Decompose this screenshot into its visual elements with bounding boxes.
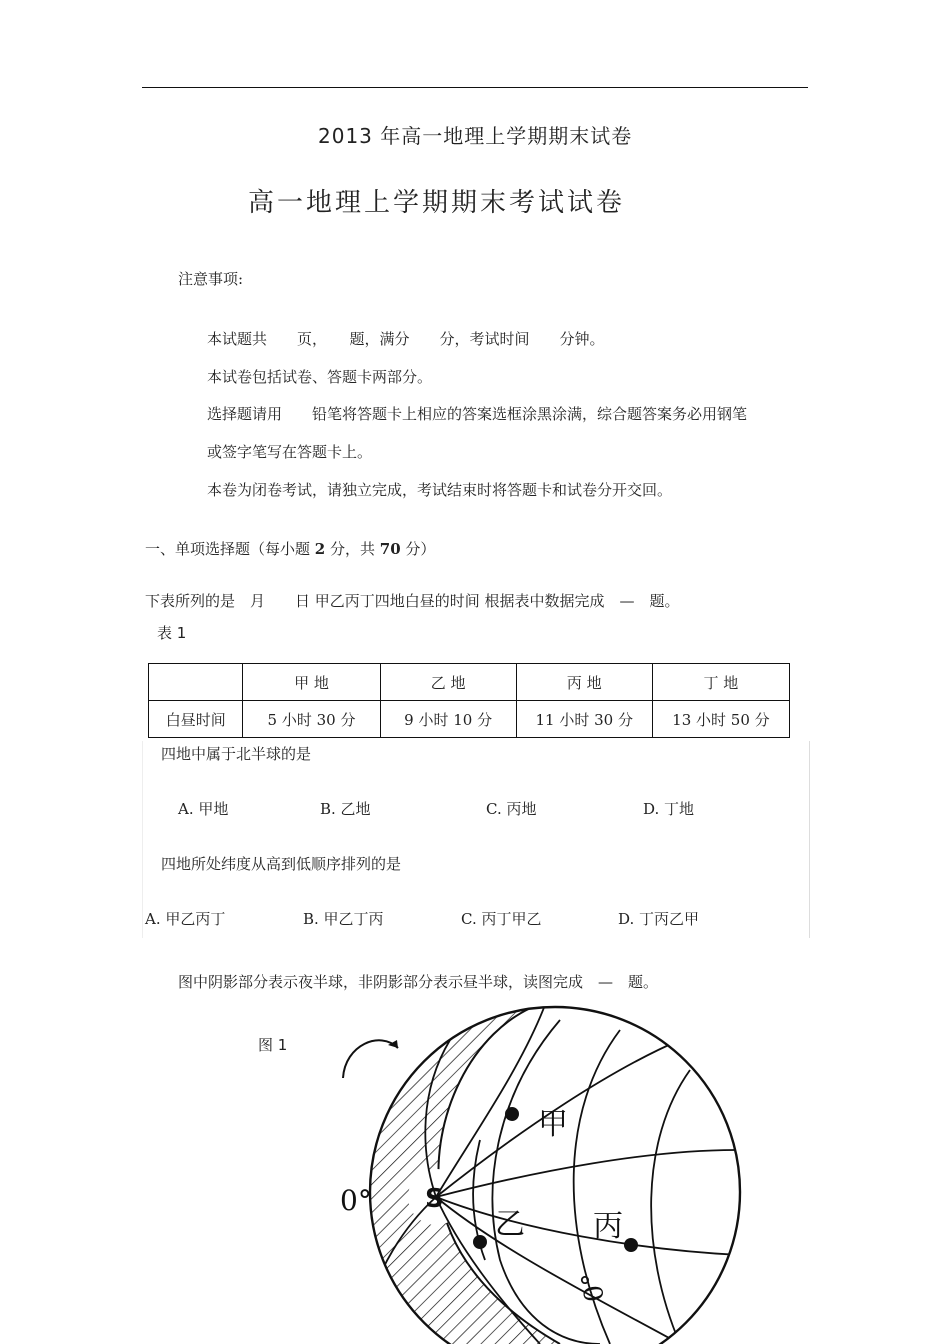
table-cell: 白昼时间 (149, 701, 243, 738)
figure-intro: 图中阴影部分表示夜半球，非阴影部分表示昼半球，读图完成 — 题。 (178, 973, 659, 991)
exam-title: 高一地理上学期期末考试试卷 (248, 188, 626, 218)
table-cell: 5 小时 30 分 (243, 701, 380, 738)
notice-item-2: 本试卷包括试卷、答题卡两部分。 (207, 368, 433, 386)
table-label: 表 1 (157, 624, 187, 642)
q1-option-a: A. 甲地 (178, 800, 229, 818)
q2-option-b: B. 甲乙丁丙 (303, 910, 384, 928)
notice-title: 注意事项: (178, 270, 244, 288)
q1-stem: 四地中属于北半球的是 (161, 745, 312, 763)
table-header-cell: 乙 地 (380, 664, 516, 701)
point-yi-marker (473, 1235, 487, 1249)
figure-label: 图 1 (258, 1036, 288, 1054)
notice-item-3: 选择题请用 铅笔将答题卡上相应的答案选框涂黑涂满，综合题答案务必用钢笔 (207, 405, 748, 423)
q1-option-d: D. 丁地 (643, 800, 695, 818)
point-bing-marker (624, 1238, 638, 1252)
table-cell: 9 小时 10 分 (380, 701, 516, 738)
pole-label: S (425, 1184, 444, 1214)
left-meridian-label: 0° (340, 1184, 372, 1217)
section-title-mid: 分，共 (325, 540, 380, 558)
table-header-cell: 丙 地 (516, 664, 652, 701)
point-yi-label: 乙 (495, 1207, 525, 1242)
point-bing-label: 丙 (593, 1209, 623, 1244)
table-cell: 13 小时 50 分 (652, 701, 789, 738)
bottom-meridian-label: 0° (576, 1269, 611, 1304)
exam-header: 2013 年高一地理上学期期末试卷 (318, 124, 633, 148)
table-header-cell: 甲 地 (243, 664, 380, 701)
q1-option-c: C. 丙地 (486, 800, 537, 818)
points-each: 2 (314, 540, 326, 558)
table-header-cell (149, 664, 243, 701)
q2-option-c: C. 丙丁甲乙 (461, 910, 542, 928)
section-title-prefix: 一、单项选择题（每小题 (145, 540, 315, 558)
notice-item-3-cont: 或签字笔写在答题卡上。 (207, 443, 373, 461)
notice-item-1: 本试题共 页， 题，满分 分，考试时间 分钟。 (207, 330, 605, 348)
q2-stem: 四地所处纬度从高到低顺序排列的是 (161, 855, 402, 873)
daylight-table (148, 663, 790, 738)
q1-option-b: B. 乙地 (320, 800, 371, 818)
table-cell: 11 小时 30 分 (516, 701, 652, 738)
q2-option-a: A. 甲乙丙丁 (145, 910, 226, 928)
section-title (145, 538, 435, 559)
point-jia-label: 甲 (538, 1107, 568, 1142)
table-intro: 下表所列的是 月 日 甲乙丙丁四地白昼的时间 根据表中数据完成 — 题。 (145, 592, 680, 610)
point-jia-marker (505, 1107, 519, 1121)
table-row (149, 701, 790, 738)
header-rule (142, 87, 808, 88)
globe-diagram (330, 1000, 750, 1344)
q2-option-d: D. 丁丙乙甲 (618, 910, 700, 928)
section-title-suffix: 分） (400, 540, 436, 558)
rotation-arrow-head (388, 1040, 398, 1048)
table-header-row (149, 664, 790, 701)
notice-item-4: 本卷为闭卷考试，请独立完成，考试结束时将答题卡和试卷分开交回。 (207, 481, 673, 499)
rotation-arrow (343, 1040, 398, 1078)
table-header-cell: 丁 地 (652, 664, 789, 701)
points-total: 70 (379, 540, 401, 558)
